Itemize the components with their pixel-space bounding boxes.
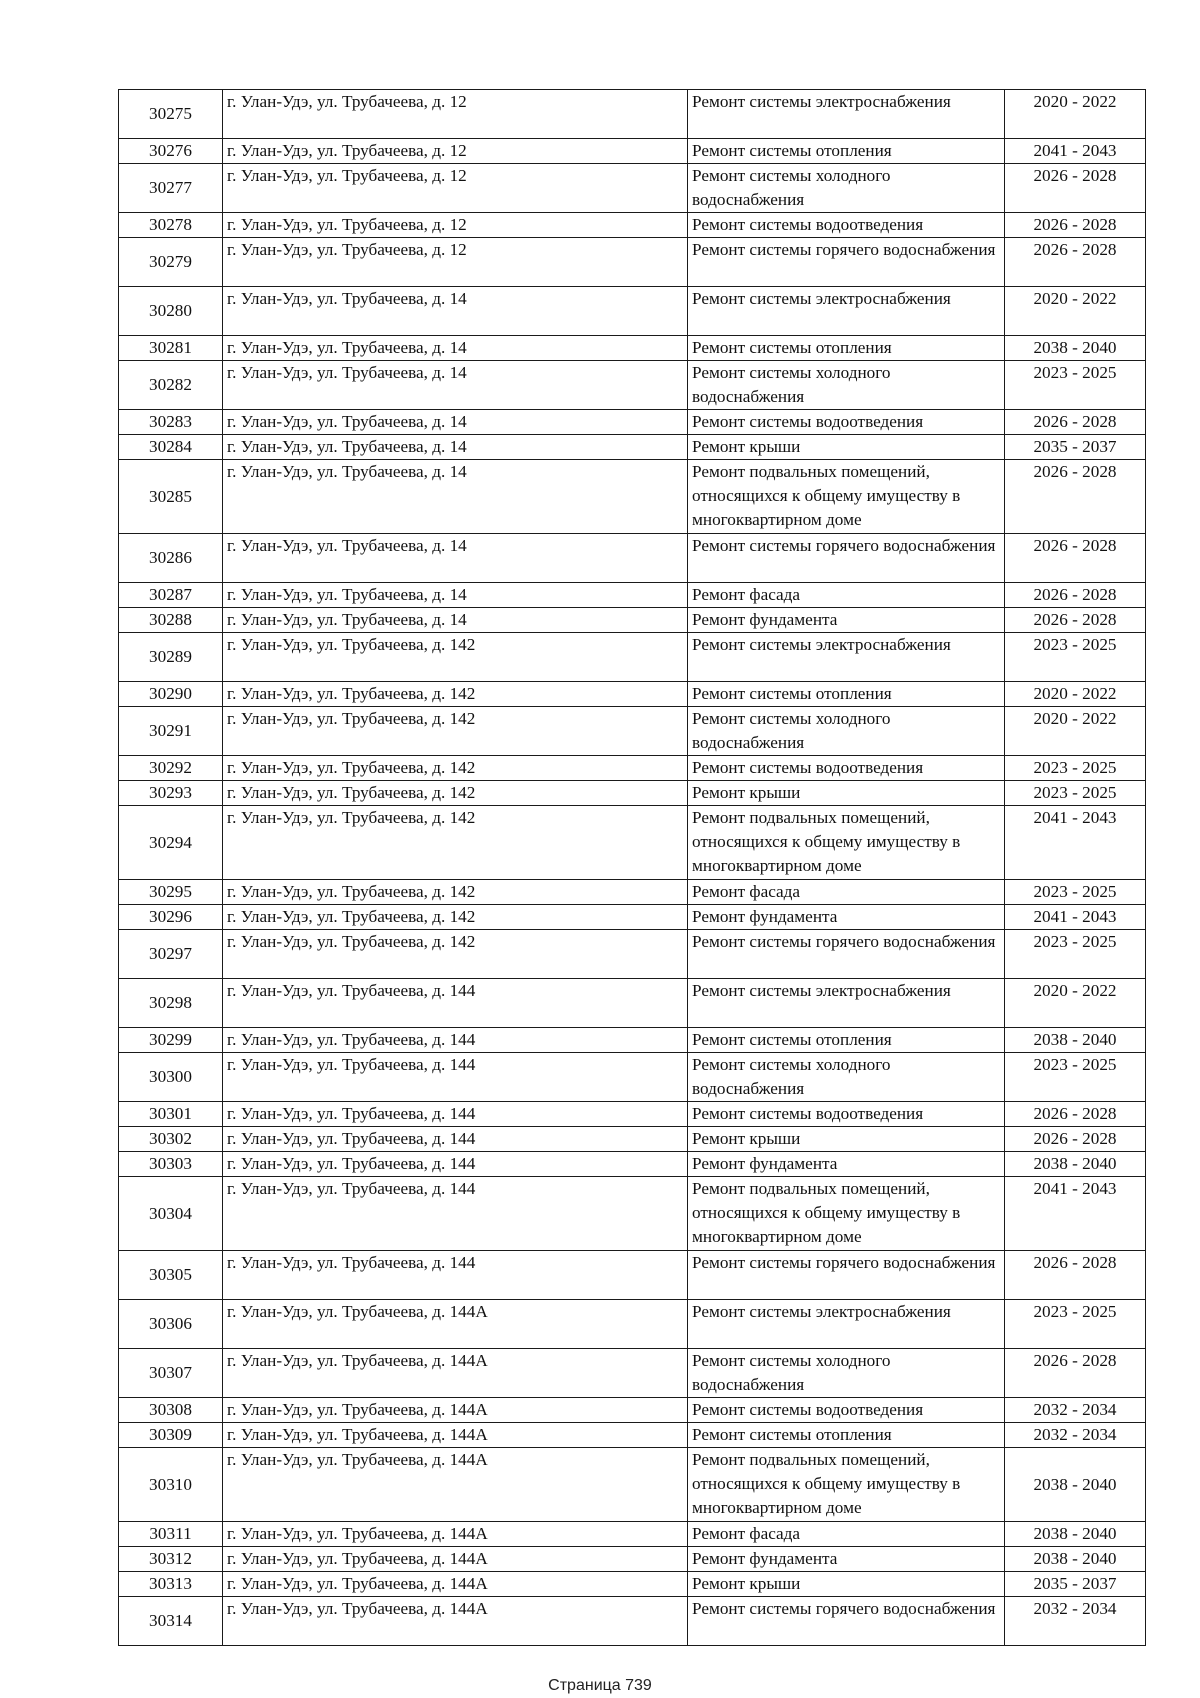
table-row bbox=[119, 1547, 1146, 1572]
table-row bbox=[119, 1522, 1146, 1547]
work-type-cell: Ремонт системы холодного водоснабжения bbox=[688, 1349, 1005, 1398]
address-cell: г. Улан-Удэ, ул. Трубачеева, д. 144А bbox=[223, 1572, 688, 1597]
work-type-cell: Ремонт фундамента bbox=[688, 1547, 1005, 1572]
table-row bbox=[119, 287, 1146, 336]
address-cell: г. Улан-Удэ, ул. Трубачеева, д. 144 bbox=[223, 979, 688, 1028]
row-number-cell: 30287 bbox=[119, 583, 223, 608]
period-cell: 2038 - 2040 bbox=[1005, 1522, 1146, 1547]
work-type-cell: Ремонт системы горячего водоснабжения bbox=[688, 1597, 1005, 1646]
row-number-cell: 30302 bbox=[119, 1127, 223, 1152]
row-number-cell: 30294 bbox=[119, 806, 223, 880]
table-row bbox=[119, 1572, 1146, 1597]
period-cell: 2020 - 2022 bbox=[1005, 707, 1146, 756]
table-row bbox=[119, 1448, 1146, 1522]
period-cell: 2032 - 2034 bbox=[1005, 1398, 1146, 1423]
address-cell: г. Улан-Удэ, ул. Трубачеева, д. 144 bbox=[223, 1102, 688, 1127]
table-row bbox=[119, 682, 1146, 707]
work-type-cell: Ремонт системы отопления bbox=[688, 336, 1005, 361]
row-number-cell: 30295 bbox=[119, 880, 223, 905]
row-number-cell: 30292 bbox=[119, 756, 223, 781]
address-cell: г. Улан-Удэ, ул. Трубачеева, д. 144 bbox=[223, 1251, 688, 1300]
work-type-cell: Ремонт системы водоотведения bbox=[688, 1398, 1005, 1423]
period-cell: 2023 - 2025 bbox=[1005, 880, 1146, 905]
address-cell: г. Улан-Удэ, ул. Трубачеева, д. 14 bbox=[223, 410, 688, 435]
period-cell: 2026 - 2028 bbox=[1005, 164, 1146, 213]
repair-schedule-table bbox=[118, 89, 1146, 1646]
table-row bbox=[119, 1053, 1146, 1102]
work-type-cell: Ремонт крыши bbox=[688, 1127, 1005, 1152]
work-type-cell: Ремонт системы горячего водоснабжения bbox=[688, 534, 1005, 583]
work-type-cell: Ремонт фундамента bbox=[688, 608, 1005, 633]
address-cell: г. Улан-Удэ, ул. Трубачеева, д. 144А bbox=[223, 1300, 688, 1349]
row-number-cell: 30299 bbox=[119, 1028, 223, 1053]
period-cell: 2026 - 2028 bbox=[1005, 608, 1146, 633]
work-type-cell: Ремонт системы водоотведения bbox=[688, 1102, 1005, 1127]
work-type-cell: Ремонт системы электроснабжения bbox=[688, 979, 1005, 1028]
address-cell: г. Улан-Удэ, ул. Трубачеева, д. 12 bbox=[223, 238, 688, 287]
address-cell: г. Улан-Удэ, ул. Трубачеева, д. 12 bbox=[223, 164, 688, 213]
table-row bbox=[119, 1423, 1146, 1448]
work-type-cell: Ремонт подвальных помещений, относящихся к общему имуществу в многоквартирном доме bbox=[688, 1448, 1005, 1522]
work-type-cell: Ремонт крыши bbox=[688, 781, 1005, 806]
address-cell: г. Улан-Удэ, ул. Трубачеева, д. 142 bbox=[223, 880, 688, 905]
address-cell: г. Улан-Удэ, ул. Трубачеева, д. 144А bbox=[223, 1423, 688, 1448]
work-type-cell: Ремонт крыши bbox=[688, 435, 1005, 460]
row-number-cell: 30291 bbox=[119, 707, 223, 756]
table-row bbox=[119, 979, 1146, 1028]
table-row bbox=[119, 435, 1146, 460]
work-type-cell: Ремонт системы отопления bbox=[688, 1423, 1005, 1448]
table-row bbox=[119, 1127, 1146, 1152]
period-cell: 2023 - 2025 bbox=[1005, 930, 1146, 979]
row-number-cell: 30301 bbox=[119, 1102, 223, 1127]
table-row bbox=[119, 336, 1146, 361]
row-number-cell: 30309 bbox=[119, 1423, 223, 1448]
row-number-cell: 30281 bbox=[119, 336, 223, 361]
row-number-cell: 30280 bbox=[119, 287, 223, 336]
work-type-cell: Ремонт крыши bbox=[688, 1572, 1005, 1597]
work-type-cell: Ремонт системы холодного водоснабжения bbox=[688, 361, 1005, 410]
work-type-cell: Ремонт системы холодного водоснабжения bbox=[688, 164, 1005, 213]
table-row bbox=[119, 1597, 1146, 1646]
work-type-cell: Ремонт подвальных помещений, относящихся к общему имуществу в многоквартирном доме bbox=[688, 806, 1005, 880]
address-cell: г. Улан-Удэ, ул. Трубачеева, д. 144А bbox=[223, 1547, 688, 1572]
period-cell: 2023 - 2025 bbox=[1005, 361, 1146, 410]
table-row bbox=[119, 756, 1146, 781]
period-cell: 2035 - 2037 bbox=[1005, 1572, 1146, 1597]
row-number-cell: 30285 bbox=[119, 460, 223, 534]
table-row bbox=[119, 1177, 1146, 1251]
row-number-cell: 30279 bbox=[119, 238, 223, 287]
period-cell: 2023 - 2025 bbox=[1005, 1053, 1146, 1102]
row-number-cell: 30296 bbox=[119, 905, 223, 930]
period-cell: 2038 - 2040 bbox=[1005, 1448, 1146, 1522]
address-cell: г. Улан-Удэ, ул. Трубачеева, д. 14 bbox=[223, 361, 688, 410]
table-row bbox=[119, 905, 1146, 930]
period-cell: 2026 - 2028 bbox=[1005, 238, 1146, 287]
row-number-cell: 30308 bbox=[119, 1398, 223, 1423]
address-cell: г. Улан-Удэ, ул. Трубачеева, д. 14 bbox=[223, 336, 688, 361]
period-cell: 2026 - 2028 bbox=[1005, 1102, 1146, 1127]
table-row bbox=[119, 460, 1146, 534]
row-number-cell: 30288 bbox=[119, 608, 223, 633]
period-cell: 2041 - 2043 bbox=[1005, 905, 1146, 930]
row-number-cell: 30286 bbox=[119, 534, 223, 583]
table-row bbox=[119, 633, 1146, 682]
row-number-cell: 30305 bbox=[119, 1251, 223, 1300]
table-row bbox=[119, 1300, 1146, 1349]
period-cell: 2026 - 2028 bbox=[1005, 1349, 1146, 1398]
address-cell: г. Улан-Удэ, ул. Трубачеева, д. 14 bbox=[223, 583, 688, 608]
page-number: Страница 739 bbox=[548, 1677, 652, 1694]
period-cell: 2038 - 2040 bbox=[1005, 1152, 1146, 1177]
address-cell: г. Улан-Удэ, ул. Трубачеева, д. 142 bbox=[223, 707, 688, 756]
period-cell: 2026 - 2028 bbox=[1005, 534, 1146, 583]
table-row bbox=[119, 806, 1146, 880]
work-type-cell: Ремонт системы электроснабжения bbox=[688, 287, 1005, 336]
row-number-cell: 30289 bbox=[119, 633, 223, 682]
table-row bbox=[119, 213, 1146, 238]
row-number-cell: 30276 bbox=[119, 139, 223, 164]
work-type-cell: Ремонт фасада bbox=[688, 1522, 1005, 1547]
row-number-cell: 30304 bbox=[119, 1177, 223, 1251]
address-cell: г. Улан-Удэ, ул. Трубачеева, д. 14 bbox=[223, 287, 688, 336]
address-cell: г. Улан-Удэ, ул. Трубачеева, д. 144А bbox=[223, 1349, 688, 1398]
address-cell: г. Улан-Удэ, ул. Трубачеева, д. 142 bbox=[223, 930, 688, 979]
work-type-cell: Ремонт системы горячего водоснабжения bbox=[688, 1251, 1005, 1300]
table-row bbox=[119, 1028, 1146, 1053]
period-cell: 2038 - 2040 bbox=[1005, 336, 1146, 361]
address-cell: г. Улан-Удэ, ул. Трубачеева, д. 144А bbox=[223, 1448, 688, 1522]
period-cell: 2020 - 2022 bbox=[1005, 90, 1146, 139]
work-type-cell: Ремонт подвальных помещений, относящихся к общему имуществу в многоквартирном доме bbox=[688, 1177, 1005, 1251]
work-type-cell: Ремонт системы отопления bbox=[688, 682, 1005, 707]
row-number-cell: 30314 bbox=[119, 1597, 223, 1646]
period-cell: 2041 - 2043 bbox=[1005, 1177, 1146, 1251]
row-number-cell: 30310 bbox=[119, 1448, 223, 1522]
period-cell: 2023 - 2025 bbox=[1005, 756, 1146, 781]
row-number-cell: 30278 bbox=[119, 213, 223, 238]
period-cell: 2026 - 2028 bbox=[1005, 410, 1146, 435]
period-cell: 2023 - 2025 bbox=[1005, 1300, 1146, 1349]
work-type-cell: Ремонт системы горячего водоснабжения bbox=[688, 238, 1005, 287]
row-number-cell: 30303 bbox=[119, 1152, 223, 1177]
table-row bbox=[119, 1251, 1146, 1300]
table-row bbox=[119, 238, 1146, 287]
address-cell: г. Улан-Удэ, ул. Трубачеева, д. 142 bbox=[223, 905, 688, 930]
address-cell: г. Улан-Удэ, ул. Трубачеева, д. 144А bbox=[223, 1398, 688, 1423]
table-row bbox=[119, 139, 1146, 164]
work-type-cell: Ремонт системы отопления bbox=[688, 139, 1005, 164]
period-cell: 2026 - 2028 bbox=[1005, 460, 1146, 534]
address-cell: г. Улан-Удэ, ул. Трубачеева, д. 144 bbox=[223, 1177, 688, 1251]
work-type-cell: Ремонт системы электроснабжения bbox=[688, 90, 1005, 139]
table-row bbox=[119, 1152, 1146, 1177]
address-cell: г. Улан-Удэ, ул. Трубачеева, д. 12 bbox=[223, 90, 688, 139]
work-type-cell: Ремонт системы холодного водоснабжения bbox=[688, 707, 1005, 756]
period-cell: 2023 - 2025 bbox=[1005, 781, 1146, 806]
row-number-cell: 30313 bbox=[119, 1572, 223, 1597]
row-number-cell: 30293 bbox=[119, 781, 223, 806]
address-cell: г. Улан-Удэ, ул. Трубачеева, д. 142 bbox=[223, 806, 688, 880]
period-cell: 2032 - 2034 bbox=[1005, 1597, 1146, 1646]
row-number-cell: 30311 bbox=[119, 1522, 223, 1547]
work-type-cell: Ремонт системы водоотведения bbox=[688, 410, 1005, 435]
address-cell: г. Улан-Удэ, ул. Трубачеева, д. 14 bbox=[223, 435, 688, 460]
address-cell: г. Улан-Удэ, ул. Трубачеева, д. 14 bbox=[223, 534, 688, 583]
work-type-cell: Ремонт системы водоотведения bbox=[688, 213, 1005, 238]
address-cell: г. Улан-Удэ, ул. Трубачеева, д. 14 bbox=[223, 608, 688, 633]
work-type-cell: Ремонт системы электроснабжения bbox=[688, 1300, 1005, 1349]
period-cell: 2026 - 2028 bbox=[1005, 1127, 1146, 1152]
period-cell: 2038 - 2040 bbox=[1005, 1547, 1146, 1572]
period-cell: 2035 - 2037 bbox=[1005, 435, 1146, 460]
work-type-cell: Ремонт подвальных помещений, относящихся к общему имуществу в многоквартирном доме bbox=[688, 460, 1005, 534]
work-type-cell: Ремонт фундамента bbox=[688, 1152, 1005, 1177]
row-number-cell: 30312 bbox=[119, 1547, 223, 1572]
address-cell: г. Улан-Удэ, ул. Трубачеева, д. 142 bbox=[223, 756, 688, 781]
period-cell: 2020 - 2022 bbox=[1005, 682, 1146, 707]
period-cell: 2041 - 2043 bbox=[1005, 806, 1146, 880]
row-number-cell: 30282 bbox=[119, 361, 223, 410]
table-row bbox=[119, 164, 1146, 213]
period-cell: 2020 - 2022 bbox=[1005, 287, 1146, 336]
table-row bbox=[119, 930, 1146, 979]
period-cell: 2041 - 2043 bbox=[1005, 139, 1146, 164]
table-row bbox=[119, 410, 1146, 435]
work-type-cell: Ремонт фасада bbox=[688, 880, 1005, 905]
address-cell: г. Улан-Удэ, ул. Трубачеева, д. 144 bbox=[223, 1028, 688, 1053]
address-cell: г. Улан-Удэ, ул. Трубачеева, д. 144А bbox=[223, 1522, 688, 1547]
table-row bbox=[119, 880, 1146, 905]
period-cell: 2038 - 2040 bbox=[1005, 1028, 1146, 1053]
table-row bbox=[119, 707, 1146, 756]
row-number-cell: 30300 bbox=[119, 1053, 223, 1102]
work-type-cell: Ремонт системы горячего водоснабжения bbox=[688, 930, 1005, 979]
address-cell: г. Улан-Удэ, ул. Трубачеева, д. 12 bbox=[223, 213, 688, 238]
address-cell: г. Улан-Удэ, ул. Трубачеева, д. 14 bbox=[223, 460, 688, 534]
work-type-cell: Ремонт фасада bbox=[688, 583, 1005, 608]
row-number-cell: 30275 bbox=[119, 90, 223, 139]
table-row bbox=[119, 1349, 1146, 1398]
work-type-cell: Ремонт системы холодного водоснабжения bbox=[688, 1053, 1005, 1102]
period-cell: 2020 - 2022 bbox=[1005, 979, 1146, 1028]
work-type-cell: Ремонт фундамента bbox=[688, 905, 1005, 930]
table-row bbox=[119, 90, 1146, 139]
row-number-cell: 30297 bbox=[119, 930, 223, 979]
address-cell: г. Улан-Удэ, ул. Трубачеева, д. 142 bbox=[223, 781, 688, 806]
work-type-cell: Ремонт системы электроснабжения bbox=[688, 633, 1005, 682]
period-cell: 2026 - 2028 bbox=[1005, 583, 1146, 608]
table-row bbox=[119, 1398, 1146, 1423]
address-cell: г. Улан-Удэ, ул. Трубачеева, д. 144А bbox=[223, 1597, 688, 1646]
period-cell: 2026 - 2028 bbox=[1005, 213, 1146, 238]
table-row bbox=[119, 361, 1146, 410]
table-row bbox=[119, 583, 1146, 608]
row-number-cell: 30298 bbox=[119, 979, 223, 1028]
table-body bbox=[119, 90, 1146, 1646]
period-cell: 2032 - 2034 bbox=[1005, 1423, 1146, 1448]
row-number-cell: 30283 bbox=[119, 410, 223, 435]
period-cell: 2026 - 2028 bbox=[1005, 1251, 1146, 1300]
work-type-cell: Ремонт системы водоотведения bbox=[688, 756, 1005, 781]
table-row bbox=[119, 608, 1146, 633]
address-cell: г. Улан-Удэ, ул. Трубачеева, д. 144 bbox=[223, 1053, 688, 1102]
row-number-cell: 30284 bbox=[119, 435, 223, 460]
work-type-cell: Ремонт системы отопления bbox=[688, 1028, 1005, 1053]
table-row bbox=[119, 781, 1146, 806]
address-cell: г. Улан-Удэ, ул. Трубачеева, д. 142 bbox=[223, 682, 688, 707]
row-number-cell: 30290 bbox=[119, 682, 223, 707]
table-row bbox=[119, 1102, 1146, 1127]
row-number-cell: 30307 bbox=[119, 1349, 223, 1398]
address-cell: г. Улан-Удэ, ул. Трубачеева, д. 144 bbox=[223, 1127, 688, 1152]
address-cell: г. Улан-Удэ, ул. Трубачеева, д. 144 bbox=[223, 1152, 688, 1177]
row-number-cell: 30306 bbox=[119, 1300, 223, 1349]
row-number-cell: 30277 bbox=[119, 164, 223, 213]
period-cell: 2023 - 2025 bbox=[1005, 633, 1146, 682]
table-row bbox=[119, 534, 1146, 583]
address-cell: г. Улан-Удэ, ул. Трубачеева, д. 12 bbox=[223, 139, 688, 164]
address-cell: г. Улан-Удэ, ул. Трубачеева, д. 142 bbox=[223, 633, 688, 682]
